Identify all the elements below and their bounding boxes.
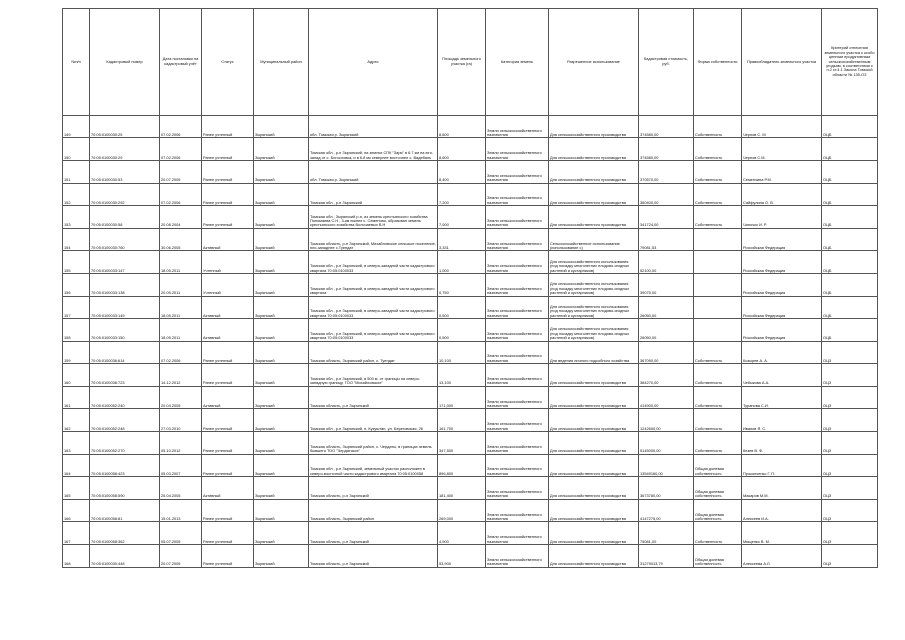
land-category-cell: Земли сельскохозяйственного назначения: [486, 386, 549, 409]
land-category-cell: Земли сельскохозяйственного назначения: [486, 454, 549, 477]
area-cell: 181,400: [438, 477, 486, 500]
row-number-cell: 162: [63, 409, 90, 432]
district-cell: Зырянский: [254, 228, 309, 251]
cadastral-value-cell: 4147275,00: [639, 499, 694, 522]
cadastral-number-cell: 70:05:0100033:147: [90, 251, 160, 274]
status-cell: Активный: [202, 477, 254, 500]
col-status-header: Статус: [202, 9, 254, 116]
address-cell: Томская область, р-н Зырянский: [309, 386, 438, 409]
holder-cell: Российская Федерация: [742, 228, 822, 251]
row-number-cell: 152: [63, 183, 90, 206]
holder-cell: Российская Федерация: [742, 251, 822, 274]
cadastral-value-cell: 3673780,00: [639, 477, 694, 500]
criterion-cell: ОЦБ: [822, 206, 878, 229]
cadastral-number-cell: 70:05:0100036:723: [90, 364, 160, 387]
col-registration-date-header: Дата постановки на кадастровый учёт: [160, 9, 202, 116]
row-number-cell: 157: [63, 296, 90, 319]
permitted-use-cell: Для сельскохозяйственного использования (под посадку многолетних плодово-ягодных растений и кустарников): [549, 296, 639, 319]
registration-date-cell: 05.10.2012: [160, 432, 202, 455]
ownership-form-cell: Собственность: [694, 160, 742, 183]
area-cell: 896,800: [438, 454, 486, 477]
ownership-form-cell: [694, 296, 742, 319]
status-cell: Активный: [202, 319, 254, 342]
cadastral-value-cell: 5145000,00: [639, 432, 694, 455]
table-row: [63, 454, 878, 477]
area-cell: 8,600: [438, 138, 486, 161]
area-cell: 347,500: [438, 432, 486, 455]
area-cell: 8,600: [438, 115, 486, 138]
district-cell: Зырянский: [254, 545, 309, 568]
cadastral-value-cell: 13549160,00: [639, 454, 694, 477]
land-category-cell: Земли сельскохозяйственного назначения: [486, 138, 549, 161]
cadastral-number-cell: 70:05:0100052:248: [90, 409, 160, 432]
header-row: [63, 9, 878, 116]
holder-cell: Сайфулина О. В.: [742, 183, 822, 206]
ownership-form-cell: Собственность: [694, 341, 742, 364]
ownership-form-cell: [694, 228, 742, 251]
registration-date-cell: 18.05.2011: [160, 296, 202, 319]
status-cell: Ранее учтенный: [202, 545, 254, 568]
address-cell: Томская область, р-н Зырянский: [309, 477, 438, 500]
land-category-cell: Земли сельскохозяйственного назначения: [486, 183, 549, 206]
registration-date-cell: 20.04.2005: [160, 386, 202, 409]
registration-date-cell: 18.05.2011: [160, 251, 202, 274]
ownership-form-cell: Собственность: [694, 183, 742, 206]
district-cell: Зырянский: [254, 115, 309, 138]
row-number-cell: 153: [63, 206, 90, 229]
table-row: [63, 228, 878, 251]
ownership-form-cell: Общая долевая собственность: [694, 477, 742, 500]
cadastral-number-cell: 70:05:0100030:760: [90, 228, 160, 251]
cadastral-value-cell: 367090,00: [639, 341, 694, 364]
cadastral-number-cell: 70:05:0100033:150: [90, 319, 160, 342]
holder-cell: Прокопченко Г. П.: [742, 454, 822, 477]
area-cell: 8,400: [438, 160, 486, 183]
table-row: [63, 477, 878, 500]
ownership-form-cell: Общая долевая собственность: [694, 454, 742, 477]
address-cell: Томская область, р-н Зырянский: [309, 545, 438, 568]
cadastral-number-cell: 70:05:0100058:423: [90, 454, 160, 477]
district-cell: Зырянский: [254, 319, 309, 342]
criterion-cell: ОЦЗ: [822, 409, 878, 432]
table-row: [63, 386, 878, 409]
criterion-cell: ОЦБ: [822, 183, 878, 206]
col-cadastral-value-header: Кадастровая стоимость, руб.: [639, 9, 694, 116]
cadastral-number-cell: 70:05:0100058:362: [90, 522, 160, 545]
criterion-cell: ОЦБ: [822, 115, 878, 138]
criterion-cell: ОЦБ: [822, 251, 878, 274]
row-number-cell: 150: [63, 138, 90, 161]
table-row: [63, 138, 878, 161]
permitted-use-cell: Для сельскохозяйственного производства: [549, 206, 639, 229]
cadastral-number-cell: 70:05:0100033:149: [90, 296, 160, 319]
address-cell: Томская область, р-н Зырянский: [309, 522, 438, 545]
table-row: [63, 296, 878, 319]
permitted-use-cell: Для сельскохозяйственного производства: [549, 409, 639, 432]
holder-cell: Алексеев И.А.: [742, 499, 822, 522]
ownership-form-cell: Собственность: [694, 522, 742, 545]
criterion-cell: ОЦЗ: [822, 386, 878, 409]
district-cell: Зырянский: [254, 432, 309, 455]
holder-cell: Чапочко И. Р.: [742, 206, 822, 229]
row-number-cell: 168: [63, 545, 90, 568]
address-cell: Томская область, Зырянский район, с. Туендат: [309, 341, 438, 364]
col-ownership-form-header: Форма собственности: [694, 9, 742, 116]
status-cell: Ранее учтенный: [202, 115, 254, 138]
status-cell: Ранее учтенный: [202, 206, 254, 229]
permitted-use-cell: Для сельскохозяйственного производства: [549, 386, 639, 409]
cadastral-value-cell: 374580,00: [639, 138, 694, 161]
cadastral-number-cell: 70:05:0100058:590: [90, 477, 160, 500]
address-cell: Томская область, Зырянский район: [309, 499, 438, 522]
row-number-cell: 155: [63, 251, 90, 274]
area-cell: 171,000: [438, 386, 486, 409]
table-header: [63, 9, 878, 116]
ownership-form-cell: Общая долевая собственность: [694, 499, 742, 522]
status-cell: Ранее учтенный: [202, 499, 254, 522]
cadastral-number-cell: 70:05:0100058:81: [90, 499, 160, 522]
land-category-cell: Земли сельскохозяйственного назначения: [486, 115, 549, 138]
criterion-cell: ОЦБ: [822, 160, 878, 183]
ownership-form-cell: Собственность: [694, 115, 742, 138]
document-sheet: [62, 8, 875, 568]
land-category-cell: Земли сельскохозяйственного назначения: [486, 499, 549, 522]
status-cell: Активный: [202, 228, 254, 251]
area-cell: 161,700: [438, 409, 486, 432]
holder-cell: Туранова С.И.: [742, 386, 822, 409]
criterion-cell: ОЦЗ: [822, 499, 878, 522]
criterion-cell: ОЦЗ: [822, 364, 878, 387]
cadastral-value-cell: 414900,00: [639, 386, 694, 409]
cadastral-number-cell: 70:05:0100030:53: [90, 160, 160, 183]
criterion-cell: ОЦЗ: [822, 454, 878, 477]
status-cell: Ранее учтенный: [202, 183, 254, 206]
criterion-cell: ОЦБ: [822, 296, 878, 319]
table-row: [63, 341, 878, 364]
address-cell: Томская обл., р-н Зырянский, на землях СПК "Заря" в 6.7 км на юго-запад от с. Богословка, и в 6.8 км севернее восточнее с. Вадебаль: [309, 138, 438, 161]
area-cell: 0,500: [438, 296, 486, 319]
row-number-cell: 160: [63, 364, 90, 387]
ownership-form-cell: Собственность: [694, 138, 742, 161]
col-criterion-header: Критерий отнесения земельного участка к особо ценным продуктивным сельскохозяйственным угодьям, в соответствии с п.2 ст.4.1 Закона Томской области № 135-ОЗ: [822, 9, 878, 116]
status-cell: Активный: [202, 296, 254, 319]
cadastral-value-cell: 26050,00: [639, 296, 694, 319]
col-land-category-header: Категория земель: [486, 9, 549, 116]
table-row: [63, 545, 878, 568]
ownership-form-cell: [694, 251, 742, 274]
land-category-cell: Земли сельскохозяйственного назначения: [486, 160, 549, 183]
criterion-cell: ОЦБ: [822, 319, 878, 342]
table-row: [63, 273, 878, 296]
land-category-cell: Земли сельскохозяйственного назначения: [486, 251, 549, 274]
permitted-use-cell: Для сельскохозяйственного использования (под посадку многолетних плодово-ягодных растений и кустарников): [549, 251, 639, 274]
address-cell: Томская обл., р-н Зырянский, земельный участок расположен в северо-восточной части кадастрового квартала 70:05:0100058: [309, 454, 438, 477]
permitted-use-cell: Для сельскохозяйственного производства: [549, 115, 639, 138]
permitted-use-cell: Для сельскохозяйственного производства: [549, 432, 639, 455]
district-cell: Зырянский: [254, 206, 309, 229]
district-cell: Зырянский: [254, 160, 309, 183]
table-row: [63, 432, 878, 455]
land-category-cell: Земли сельскохозяйственного назначения: [486, 477, 549, 500]
row-number-cell: 163: [63, 432, 90, 455]
permitted-use-cell: Для сельскохозяйственного производства: [549, 545, 639, 568]
district-cell: Зырянский: [254, 477, 309, 500]
row-number-cell: 166: [63, 499, 90, 522]
status-cell: Ранее учтенный: [202, 454, 254, 477]
cadastral-number-cell: 70:05:0100030:58: [90, 206, 160, 229]
holder-cell: Российская Федерация: [742, 296, 822, 319]
registration-date-cell: 14.12.2012: [160, 364, 202, 387]
area-cell: 4,900: [438, 522, 486, 545]
cadastral-value-cell: 370570,00: [639, 160, 694, 183]
table-body: [63, 115, 878, 567]
registration-date-cell: 07.02.2006: [160, 115, 202, 138]
registration-date-cell: 05.07.2005: [160, 522, 202, 545]
permitted-use-cell: Для сельскохозяйственного производства: [549, 522, 639, 545]
area-cell: 7,000: [438, 206, 486, 229]
land-category-cell: Земли сельскохозяйственного назначения: [486, 319, 549, 342]
status-cell: Ранее учтенный: [202, 341, 254, 364]
area-cell: 53,900: [438, 545, 486, 568]
cadastral-value-cell: 360400,00: [639, 183, 694, 206]
holder-cell: Кезев В. Ф.: [742, 432, 822, 455]
row-number-cell: 164: [63, 454, 90, 477]
cadastral-value-cell: 1242600,00: [639, 409, 694, 432]
permitted-use-cell: Для сельскохозяйственного производства: [549, 364, 639, 387]
area-cell: 7,200: [438, 183, 486, 206]
table-row: [63, 160, 878, 183]
cadastral-number-cell: 70:05:0100033:138: [90, 273, 160, 296]
area-cell: 13,100: [438, 364, 486, 387]
address-cell: Томская обл., Зырянский р-н, из земель крестьянского хозяйства Пономаева С.Н., 3-км южнее с. Семеново, образован земель крестьянского хозяйства Волочаевых В.Н: [309, 206, 438, 229]
permitted-use-cell: Для сельскохозяйственного производства: [549, 160, 639, 183]
address-cell: Томская обл., р-н Зырянский, п. Кукуштан, ул. Береговская, 26: [309, 409, 438, 432]
row-number-cell: 151: [63, 160, 90, 183]
district-cell: Зырянский: [254, 386, 309, 409]
registration-date-cell: 25.04.2005: [160, 477, 202, 500]
address-cell: обл. Томская р. Зырянский: [309, 115, 438, 138]
address-cell: Томская обл., р-н Зырянский: [309, 183, 438, 206]
cadastral-number-cell: 70:05:0100036:614: [90, 341, 160, 364]
col-number-header: №п/п: [63, 9, 90, 116]
permitted-use-cell: Для сельскохозяйственного производства: [549, 138, 639, 161]
col-permitted-use-header: Разрешенное использование: [549, 9, 639, 116]
district-cell: Зырянский: [254, 296, 309, 319]
district-cell: Зырянский: [254, 454, 309, 477]
permitted-use-cell: Для сельскохозяйственного использования (под посадку многолетних плодово-ягодных растений и кустарников): [549, 319, 639, 342]
land-category-cell: Земли сельскохозяйственного назначения: [486, 545, 549, 568]
holder-cell: Козырев А. А.: [742, 341, 822, 364]
permitted-use-cell: Для сельскохозяйственного производства: [549, 183, 639, 206]
row-number-cell: 149: [63, 115, 90, 138]
registration-date-cell: 20.07.2005: [160, 545, 202, 568]
criterion-cell: ОЦЗ: [822, 522, 878, 545]
cadastral-value-cell: 26050,00: [639, 319, 694, 342]
table-row: [63, 319, 878, 342]
criterion-cell: ОЦЗ: [822, 545, 878, 568]
table-row: [63, 499, 878, 522]
col-district-header: Муниципальный район: [254, 9, 309, 116]
ownership-form-cell: Общая долевая собственность: [694, 545, 742, 568]
criterion-cell: ОЦЗ: [822, 432, 878, 455]
criterion-cell: ОЦЗ: [822, 477, 878, 500]
holder-cell: Мищенко В. М.: [742, 522, 822, 545]
col-holder-header: Правообладатель земельного участка: [742, 9, 822, 116]
permitted-use-cell: Сельскохозяйственное использование (использование с): [549, 228, 639, 251]
holder-cell: Иванов Я. С.: [742, 409, 822, 432]
land-registry-table: [62, 8, 878, 568]
holder-cell: Макаров М.М.: [742, 477, 822, 500]
land-category-cell: Земли сельскохозяйственного назначения: [486, 341, 549, 364]
criterion-cell: ОЦБ: [822, 228, 878, 251]
cadastral-number-cell: 70:05:0100030:448: [90, 545, 160, 568]
district-cell: Зырянский: [254, 409, 309, 432]
row-number-cell: 165: [63, 477, 90, 500]
status-cell: Ранее учтенный: [202, 409, 254, 432]
ownership-form-cell: Собственность: [694, 432, 742, 455]
cadastral-value-cell: 52100,00: [639, 251, 694, 274]
registration-date-cell: 07.02.2006: [160, 183, 202, 206]
permitted-use-cell: Для сельскохозяйственного производства: [549, 477, 639, 500]
criterion-cell: ОЦЗ: [822, 341, 878, 364]
col-cadastral-number-header: Кадастровый номер: [90, 9, 160, 116]
status-cell: Ранее учтенный: [202, 432, 254, 455]
cadastral-value-cell: 374580,00: [639, 115, 694, 138]
land-category-cell: Земли сельскохозяйственного назначения: [486, 409, 549, 432]
permitted-use-cell: Для сельскохозяйственного производства: [549, 499, 639, 522]
holder-cell: Семенчина Р.М.: [742, 160, 822, 183]
status-cell: Учтенный: [202, 273, 254, 296]
area-cell: 0,500: [438, 319, 486, 342]
permitted-use-cell: Для ведения личного подсобного хозяйства: [549, 341, 639, 364]
registration-date-cell: 18.05.2011: [160, 319, 202, 342]
land-category-cell: Земли сельскохозяйственного назначения: [486, 228, 549, 251]
district-cell: Зырянский: [254, 499, 309, 522]
address-cell: Томская область, р-н Зырянский, Михайловское сельское поселение, юго-западнее с.Туендат: [309, 228, 438, 251]
cadastral-number-cell: 70:05:0100030:25: [90, 115, 160, 138]
ownership-form-cell: Собственность: [694, 386, 742, 409]
registration-date-cell: 27.03.2010: [160, 409, 202, 432]
cadastral-number-cell: 70:05:0100030:29: [90, 138, 160, 161]
status-cell: Активный: [202, 386, 254, 409]
col-area-header: Площадь земельного участка (га): [438, 9, 486, 116]
table-row: [63, 115, 878, 138]
status-cell: Ранее учтенный: [202, 364, 254, 387]
district-cell: Зырянский: [254, 273, 309, 296]
permitted-use-cell: Для сельскохозяйственного использования (под посадку многолетних плодово-ягодных растений и кустарников): [549, 273, 639, 296]
land-category-cell: Земли сельскохозяйственного назначения: [486, 296, 549, 319]
district-cell: Зырянский: [254, 364, 309, 387]
area-cell: 10,100: [438, 341, 486, 364]
ownership-form-cell: Собственность: [694, 364, 742, 387]
address-cell: Томская обл., р-н Зырянский, в северо-западной части кадастрового квартала 70:05:0100033: [309, 251, 438, 274]
area-cell: 3,331: [438, 228, 486, 251]
holder-cell: Чернов С.М.: [742, 138, 822, 161]
registration-date-cell: 07.02.2006: [160, 138, 202, 161]
registration-date-cell: 15.01.2013: [160, 499, 202, 522]
district-cell: Зырянский: [254, 522, 309, 545]
holder-cell: Алексеева А.Л.: [742, 545, 822, 568]
registration-date-cell: 20.08.2004: [160, 206, 202, 229]
holder-cell: Российская Федерация: [742, 273, 822, 296]
row-number-cell: 154: [63, 228, 90, 251]
land-category-cell: Земли сельскохозяйственного назначения: [486, 522, 549, 545]
cadastral-value-cell: 75081,00: [639, 522, 694, 545]
table-row: [63, 409, 878, 432]
holder-cell: Чернов С. М: [742, 115, 822, 138]
row-number-cell: 158: [63, 319, 90, 342]
ownership-form-cell: [694, 273, 742, 296]
ownership-form-cell: Собственность: [694, 206, 742, 229]
area-cell: 0,750: [438, 273, 486, 296]
district-cell: Зырянский: [254, 183, 309, 206]
district-cell: Зырянский: [254, 341, 309, 364]
permitted-use-cell: Для сельскохозяйственного производства: [549, 454, 639, 477]
district-cell: Зырянский: [254, 138, 309, 161]
area-cell: 1,000: [438, 251, 486, 274]
status-cell: Учтенный: [202, 251, 254, 274]
ownership-form-cell: [694, 319, 742, 342]
holder-cell: Чебыкова А.А.: [742, 364, 822, 387]
address-cell: Томская обл., р-н Зырянский, в 500 м. от границы на северо-западную границу, ТОО "Михайловское": [309, 364, 438, 387]
status-cell: Ранее учтенный: [202, 138, 254, 161]
address-cell: Томская обл., р-н Зырянский, в северо-западной части кадастрового квартала 70:05:0100033: [309, 319, 438, 342]
criterion-cell: ОЦБ: [822, 273, 878, 296]
cadastral-value-cell: 384270,00: [639, 364, 694, 387]
land-category-cell: Земли сельскохозяйственного назначения: [486, 206, 549, 229]
cadastral-value-cell: 79081,53: [639, 228, 694, 251]
holder-cell: Российская Федерация: [742, 319, 822, 342]
cadastral-number-cell: 70:05:0100052:240: [90, 386, 160, 409]
land-category-cell: Земли сельскохозяйственного назначения: [486, 432, 549, 455]
col-address-header: Адрес: [309, 9, 438, 116]
land-category-cell: Земли сельскохозяйственного назначения: [486, 273, 549, 296]
cadastral-value-cell: 341724,00: [639, 206, 694, 229]
row-number-cell: 159: [63, 341, 90, 364]
registration-date-cell: 20.05.2011: [160, 273, 202, 296]
cadastral-value-cell: 31279013,79: [639, 545, 694, 568]
cadastral-number-cell: 70:05:0100030:292: [90, 183, 160, 206]
criterion-cell: ОЦБ: [822, 138, 878, 161]
area-cell: 269,000: [438, 499, 486, 522]
address-cell: Томская область, Зырянский район, с. Чердаты, в границах земель бывшего ТОО "Чердатское": [309, 432, 438, 455]
table-row: [63, 364, 878, 387]
registration-date-cell: 07.02.2006: [160, 341, 202, 364]
district-cell: Зырянский: [254, 251, 309, 274]
cadastral-number-cell: 70:05:0100052:270: [90, 432, 160, 455]
address-cell: обл. Томская р. Зырянский: [309, 160, 438, 183]
table-row: [63, 251, 878, 274]
registration-date-cell: 20.07.2005: [160, 160, 202, 183]
ownership-form-cell: Собственность: [694, 409, 742, 432]
table-row: [63, 206, 878, 229]
status-cell: Ранее учтенный: [202, 522, 254, 545]
status-cell: Ранее учтенный: [202, 160, 254, 183]
row-number-cell: 156: [63, 273, 90, 296]
registration-date-cell: 05.03.2007: [160, 454, 202, 477]
land-category-cell: Земли сельскохозяйственного назначения: [486, 364, 549, 387]
cadastral-value-cell: 39075,00: [639, 273, 694, 296]
address-cell: Томская обл., р-н Зырянский, в северо-западной части кадастрового квартала 70:05:0100033: [309, 296, 438, 319]
row-number-cell: 167: [63, 522, 90, 545]
table-row: [63, 183, 878, 206]
registration-date-cell: 30.06.2005: [160, 228, 202, 251]
table-row: [63, 522, 878, 545]
address-cell: Томская обл., р-н Зырянский, в северо-западной части кадастрового квартала: [309, 273, 438, 296]
row-number-cell: 161: [63, 386, 90, 409]
